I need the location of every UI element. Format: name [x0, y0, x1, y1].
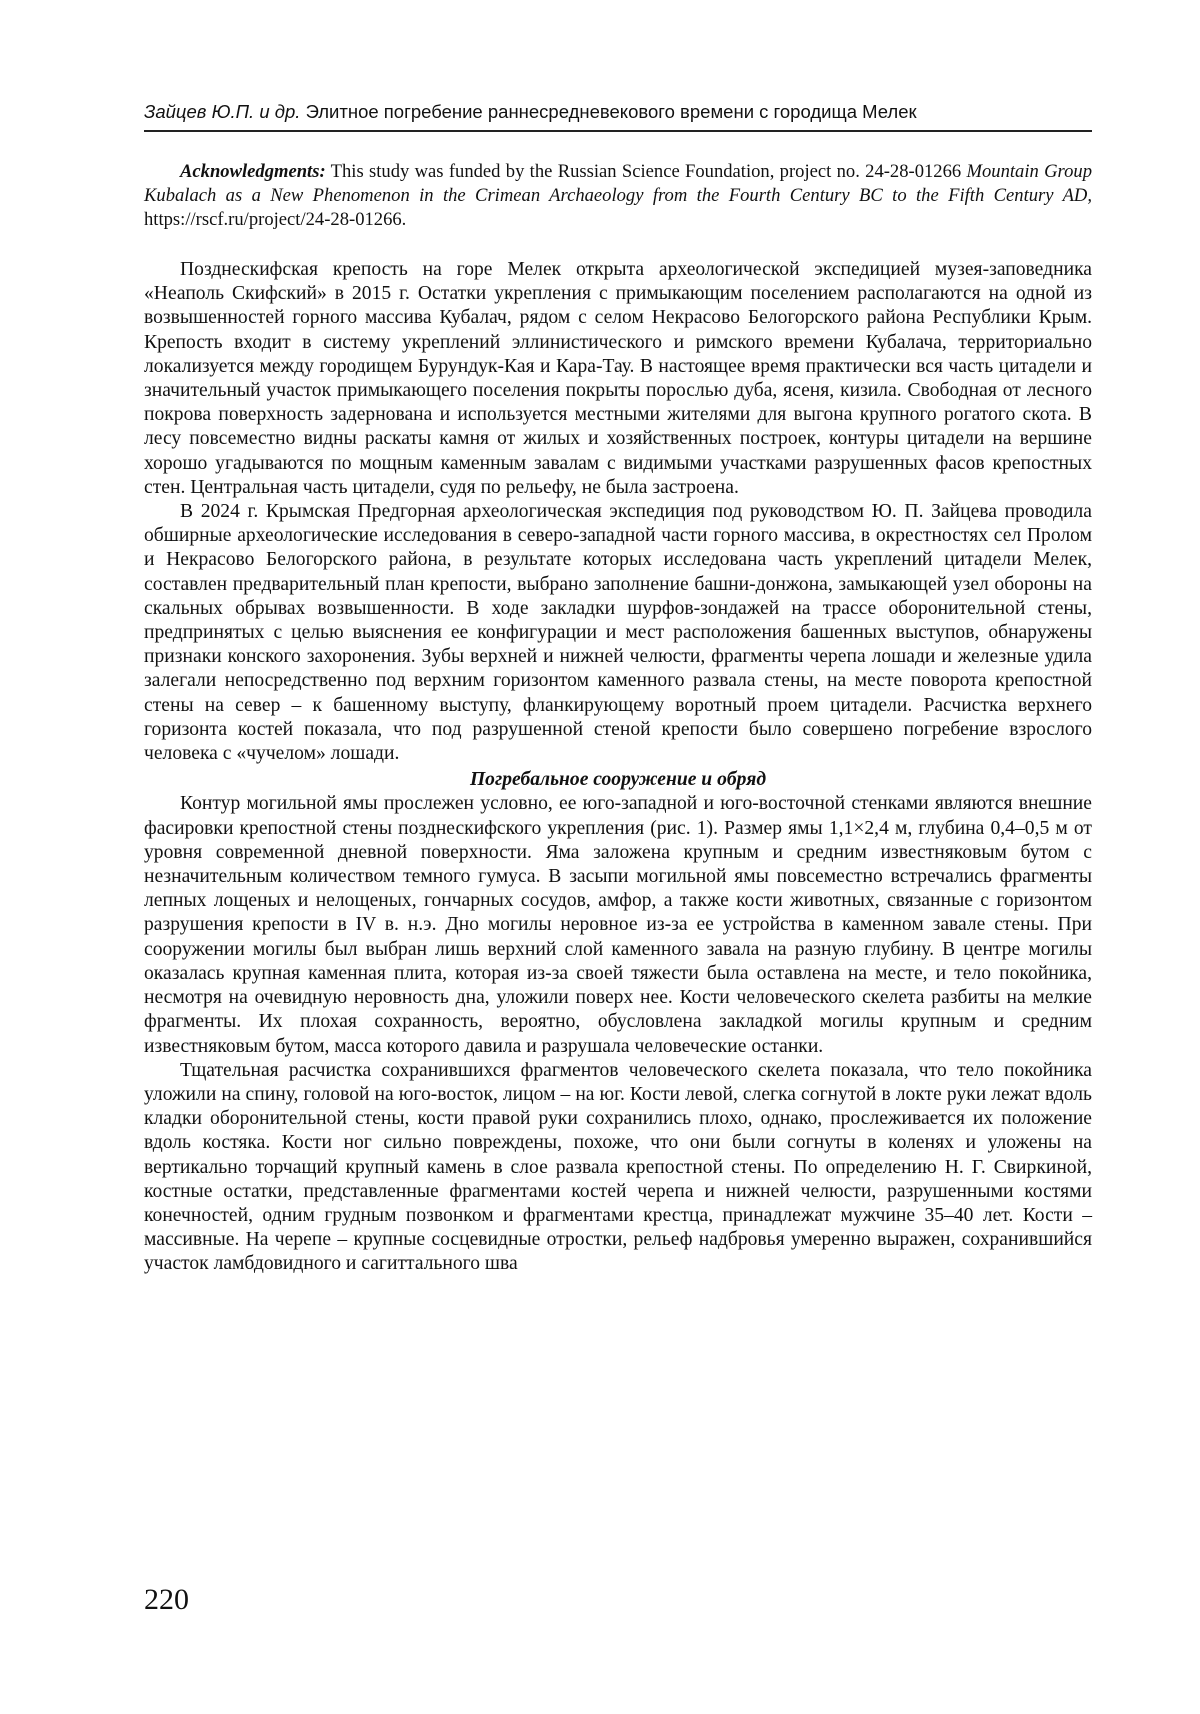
acknowledgments-url[interactable]: https://rscf.ru/project/24-28-01266.	[144, 209, 407, 230]
paragraph: В 2024 г. Крымская Предгорная археологическая экспедиция под руководством Ю. П. Зайцева проводила обширные археологические исследования в северо-западной части горного массива, в окрестностях сел Пролом и Некрасово Белогорского района, в результате которых исследована часть укреплений цитадели Мелек, составлен предварительный план крепости, выбрано заполнение башни-донжона, замыкающей узел обороны на скальных обрывах возвышенности. В ходе закладки шурфов-зондажей на трассе оборонительной стены, предпринятых с целью выяснения ее конфигурации и мест расположения башенных выступов, обнаружены признаки конского захоронения. Зубы верхней и нижней челюсти, фрагменты черепа лошади и железные удила залегали непосредственно под верхним горизонтом каменного развала стены, на месте поворота крепостной стены на север – к башенному выступу, фланкирующему воротный проем цитадели. Расчистка верхнего горизонта костей показала, что под разрушенной стеной крепости было совершено погребение взрослого человека с «чучелом» лошади.	[144, 501, 1092, 765]
header-title: Элитное погребение раннесредневекового времени с городища Мелек	[305, 101, 917, 122]
acknowledgments-text: This study was funded by the Russian Science Foundation, project no. 24-28-01266	[330, 161, 962, 182]
acknowledgments-project-title: Mountain Group Kubalach as a New Phenomenon in the Crimean Archaeology from the Fourth Century BC to the Fifth Century AD,	[144, 161, 1092, 206]
paragraph: Контур могильной ямы прослежен условно, ее юго-западной и юго-восточной стенками являются внешние фасировки крепостной стены позднескифского укрепления (рис. 1). Размер ямы 1,1×2,4 м, глубина 0,4–0,5 м от уровня современной дневной поверхности. Яма заложена крупным и средним известняковым бутом с незначительным количеством темного гумуса. В засыпи могильной ямы повсеместно встречались фрагменты лепных лощеных и нелощеных, гончарных сосудов, амфор, а также кости животных, связанные с горизонтом разрушения крепости в IV в. н.э. Дно могилы неровное из-за ее устройства в каменном завале стены. При сооружении могилы был выбран лишь верхний слой каменного завала на разную глубину. В центре могилы оказалась крупная каменная плита, которая из-за своей тяжести была оставлена на месте, и тело покойника, несмотря на очевидную неровность дна, уложили поверх нее. Кости человеческого скелета разбиты на мелкие фрагменты. Их плохая сохранность, вероятно, обусловлена закладкой могилы крупным и средним известняковым бутом, масса которого давила и разрушала человеческие останки.	[144, 793, 1092, 1057]
acknowledgments-label: Acknowledgments:	[180, 161, 326, 182]
paragraph: Позднескифская крепость на горе Мелек открыта археологической экспедицией музея-заповедника «Неаполь Скифский» в 2015 г. Остатки укрепления с примыкающим поселением располагаются на одной из возвышенностей горного массива Кубалач, рядом с селом Некрасово Белогорского района Республики Крым. Крепость входит в систему укреплений эллинистического и римского времени Кубалача, территориально локализуется между городищем Бурундук-Кая и Кара-Тау. В настоящее время практически вся часть цитадели и значительный участок примыкающего поселения покрыты порослью дуба, ясеня, кизила. Свободная от лесного покрова поверхность задернована и используется местными жителями для выгона крупного рогатого скота. В лесу повсеместно видны раскаты камня от жилых и хозяйственных построек, контуры цитадели на вершине хорошо угадываются по мощным каменным завалам с видимыми участками разрушенных фасов крепостных стен. Центральная часть цитадели, судя по рельефу, не была застроена.	[144, 259, 1092, 498]
section-heading: Погребальное сооружение и обряд	[469, 769, 767, 791]
paragraph: Тщательная расчистка сохранившихся фрагментов человеческого скелета показала, что тело покойника уложили на спину, головой на юго-восток, лицом – на юг. Кости левой, слегка согнутой в локте руки лежат вдоль кладки оборонительной стены, кости правой руки сохранились плохо, однако, прослеживается их положение вдоль костяка. Кости ног сильно повреждены, похоже, что они были согнуты в коленях и уложены на вертикально торчащий крупный камень в слое развала крепостной стены. По определению Н. Г. Свиркиной, костные остатки, представленные фрагментами костей черепа и нижней челюсти, разрушенными костями конечностей, одним грудным позвонком и фрагментами крестца, принадлежат мужчине 35–40 лет. Кости – массивные. На черепе – крупные сосцевидные отростки, рельеф надбровья умеренно выражен, сохранившийся участок ламбдовидного и сагиттального шва	[144, 1059, 1092, 1275]
page-number: 220	[144, 1583, 189, 1616]
article-body	[144, 160, 1092, 1277]
header-authors: Зайцев Ю.П. и др.	[144, 101, 301, 122]
header-divider	[144, 130, 1092, 132]
acknowledgments	[144, 160, 1092, 232]
running-header	[144, 100, 1092, 124]
